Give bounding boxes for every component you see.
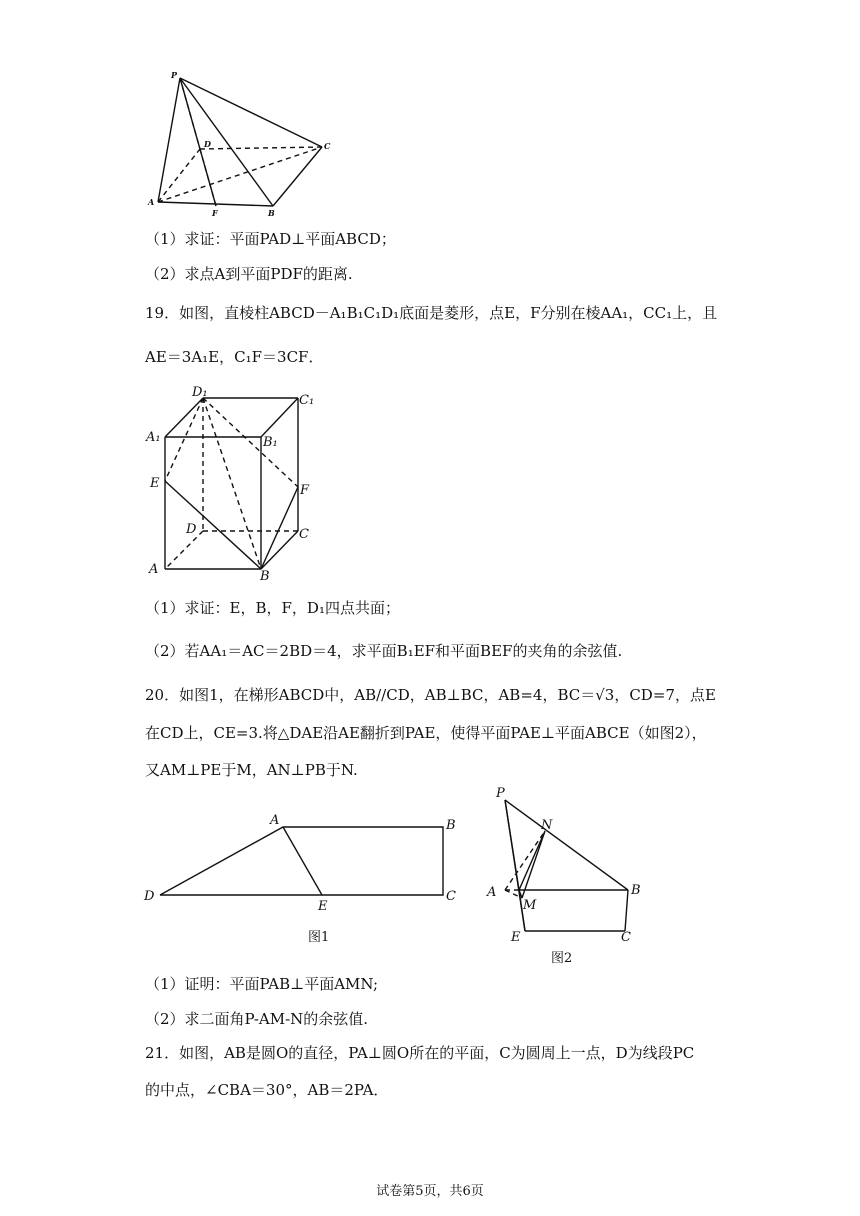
fig2-label-a: A: [487, 885, 497, 900]
vertex-label-b: B: [260, 569, 270, 580]
vertex-label-f: F: [212, 208, 218, 218]
q20-stem-line2: 在CD上，CE=3.将△DAE沿AE翻折到PAE，使得平面PAE⊥平面ABCE（如图2），: [145, 724, 707, 742]
fig2-label-c: C: [621, 930, 631, 945]
figure-1-trapezoid: [140, 805, 470, 945]
vertex-label-d: D: [186, 522, 197, 537]
vertex-label-p: P: [171, 70, 178, 80]
vertex-label-c: C: [324, 141, 331, 151]
vertex-label-b: B: [268, 208, 275, 218]
vertex-label-b1: B₁: [263, 435, 278, 450]
q20-part1: （1）证明：平面PAB⊥平面AMN;: [145, 975, 379, 993]
vertex-label-d1: D₁: [192, 385, 208, 400]
fig2-label-n: N: [541, 818, 553, 833]
fig1-label-e: E: [318, 899, 328, 914]
q21-stem-line2: 的中点，∠CBA＝30°，AB＝2PA．: [145, 1081, 389, 1099]
pyramid-figure: [140, 62, 350, 222]
fig1-caption: 图1: [308, 930, 330, 945]
q20-stem-line3: 又AM⊥PE于M，AN⊥PB于N.: [145, 761, 358, 779]
q21-stem-line1: 21．如图，AB是圆O的直径，PA⊥圆O所在的平面，C为圆周上一点，D为线段PC: [145, 1044, 695, 1062]
vertex-label-d: D: [204, 139, 211, 149]
vertex-label-c: C: [299, 527, 309, 542]
q20-part2: （2）求二面角P-AM-N的余弦值.: [145, 1010, 369, 1028]
fig2-label-e: E: [511, 930, 521, 945]
vertex-label-a: A: [149, 562, 159, 577]
fig1-label-c: C: [446, 889, 456, 904]
fig1-label-d: D: [144, 889, 155, 904]
fig2-label-b: B: [631, 883, 641, 898]
fig2-caption: 图2: [551, 951, 573, 966]
q19-part1: （1）求证：E，B，F，D₁四点共面；: [145, 599, 400, 617]
q18-part2: （2）求点A到平面PDF的距离.: [145, 265, 353, 283]
q19-stem-line2: AE＝3A₁E，C₁F＝3CF．: [145, 348, 324, 366]
fig2-label-m: M: [523, 898, 537, 913]
prism-figure: [140, 380, 330, 580]
fig1-label-a: A: [270, 813, 280, 828]
q19-stem-line1: 19．如图，直棱柱ABCD－A₁B₁C₁D₁底面是菱形，点E，F分别在棱AA₁，CC₁上，且: [145, 304, 718, 322]
fig1-label-b: B: [446, 818, 456, 833]
q20-stem-line1: 20．如图1，在梯形ABCD中，AB//CD，AB⊥BC，AB=4，BC＝√3，CD=7，点E: [145, 686, 716, 704]
vertex-label-e: E: [150, 476, 160, 491]
fig2-label-p: P: [496, 786, 505, 801]
vertex-label-c1: C₁: [299, 393, 315, 408]
vertex-label-a1: A₁: [146, 430, 161, 445]
vertex-label-a: A: [148, 197, 155, 207]
vertex-label-f: F: [300, 483, 310, 498]
q18-part1: （1）求证：平面PAD⊥平面ABCD；: [145, 230, 396, 248]
figure-2-solid: [485, 780, 645, 970]
q19-part2: （2）若AA₁＝AC＝2BD＝4，求平面B₁EF和平面BEF的夹角的余弦值.: [145, 642, 623, 660]
page-footer: 试卷第5页，共6页: [376, 1184, 484, 1199]
